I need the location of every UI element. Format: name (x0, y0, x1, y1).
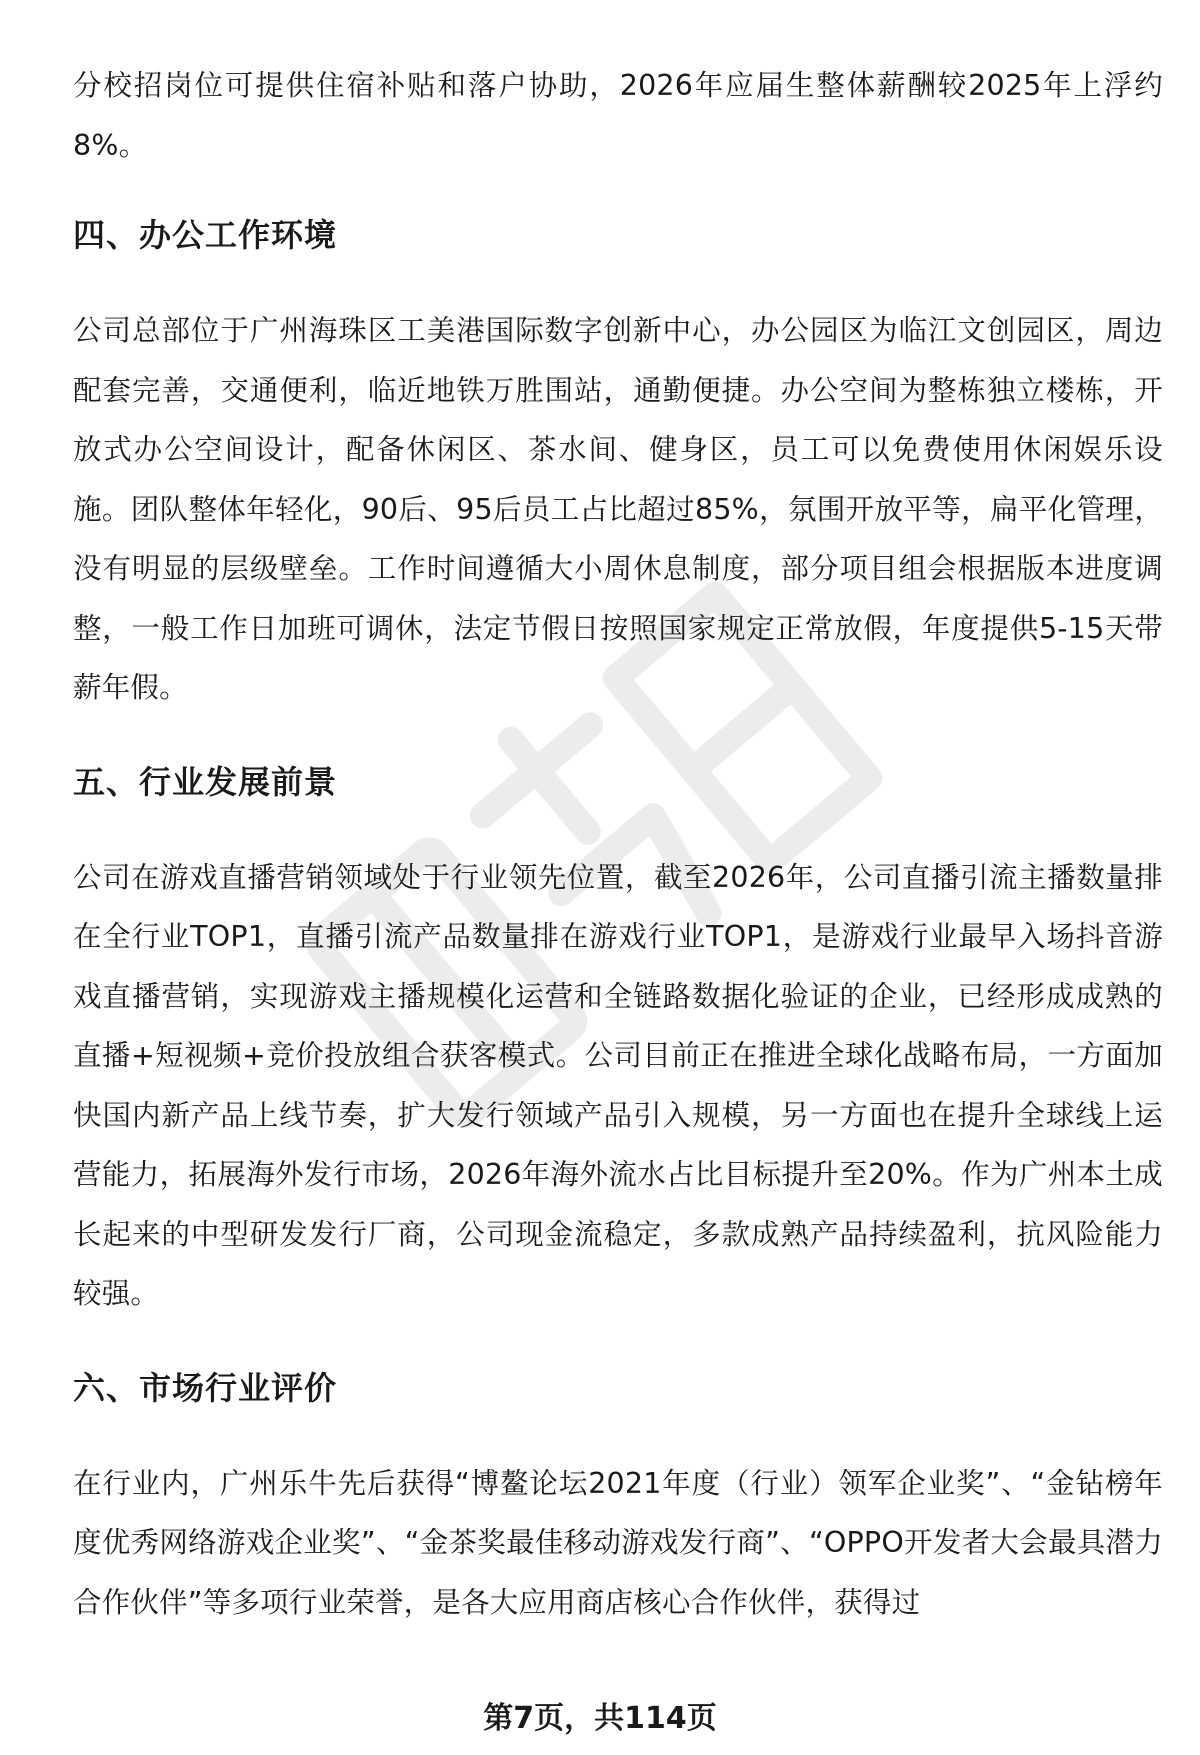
section-body-office: 公司总部位于广州海珠区工美港国际数字创新中心，办公园区为临江文创园区，周边配套完善，交通便利，临近地铁万胜围站，通勤便捷。办公空间为整栋独立楼栋，开放式办公空间设计，配备休闲区、茶水间、健身区，员工可以免费使用休闲娱乐设施。团队整体年轻化，90后、95后员工占比超过85%，氛围开放平等，扁平化管理，没有明显的层级壁垒。工作时间遵循大小周休息制度，部分项目组会根据版本进度调整，一般工作日加班可调休，法定节假日按照国家规定正常放假，年度提供5-15天带薪年假。 (73, 314, 1163, 704)
section-body-industry-outlook: 公司在游戏直播营销领域处于行业领先位置，截至2026年，公司直播引流主播数量排在全行业TOP1，直播引流产品数量排在游戏行业TOP1，是游戏行业最早入场抖音游戏直播营销，实现游戏主播规模化运营和全链路数据化验证的企业，已经形成成熟的直播+短视频+竞价投放组合获客模式。公司目前正在推进全球化战略布局，一方面加快国内新产品上线节奏，扩大发行领域产品引入规模，另一方面也在提升全球线上运营能力，拓展海外发行市场，2026年海外流水占比目标提升至20%。作为广州本土成长起来的中型研发发行厂商，公司现金流稳定，多款成熟产品持续盈利，抗风险能力较强。 (73, 860, 1163, 1310)
section-body-market-evaluation: 在行业内，广州乐牛先后获得“博鳌论坛2021年度（行业）领军企业奖”、“金钻榜年度优秀网络游戏企业奖”、“金茶奖最佳移动游戏发行商”、“OPPO开发者大会最具潜力合作伙伴”等多项行业荣誉，是各大应用商店核心合作伙伴，获得过 (73, 1466, 1163, 1619)
section-heading-industry-outlook: 五、行业发展前景 (73, 762, 338, 801)
intro-paragraph: 分校招岗位可提供住宿补贴和落户协助，2026年应届生整体薪酬较2025年上浮约8%。 (73, 69, 1163, 162)
section-heading-office: 四、办公工作环境 (73, 216, 338, 254)
document-content (73, 56, 1163, 1632)
page-number-footer: 第7页，共114页 (483, 1701, 717, 1736)
section-heading-market-evaluation: 六、市场行业评价 (73, 1368, 338, 1407)
